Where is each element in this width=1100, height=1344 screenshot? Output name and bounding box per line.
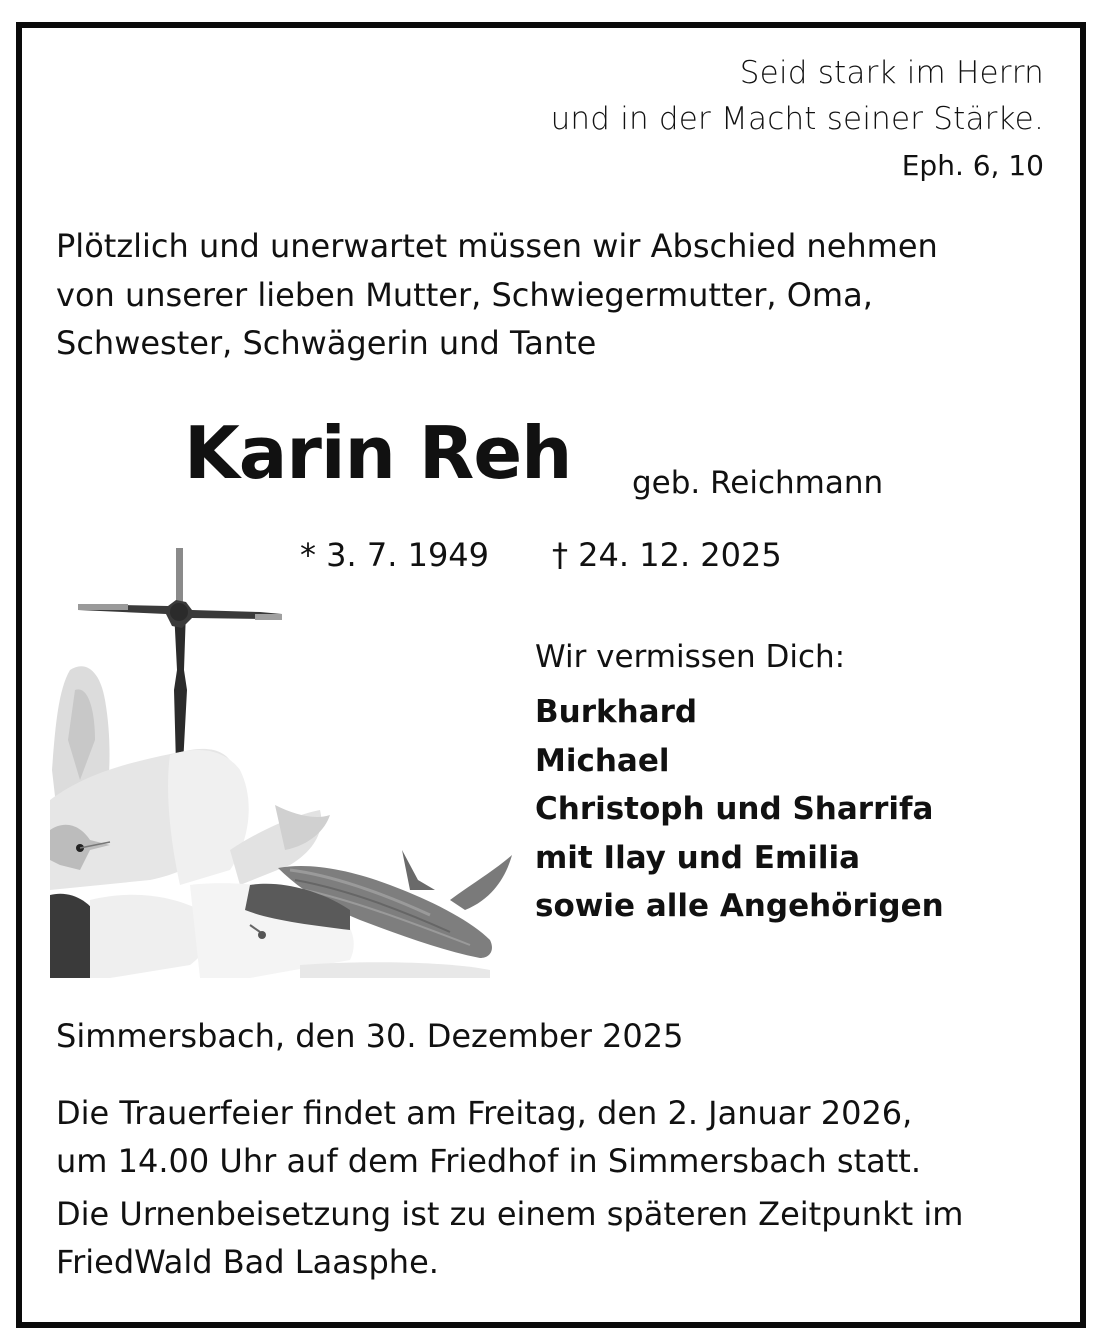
mourners-label: Wir vermissen Dich: bbox=[535, 639, 846, 675]
bible-verse bbox=[551, 50, 1044, 142]
intro-line: von unserer lieben Mutter, Schwiegermutter, Oma, bbox=[56, 275, 873, 314]
mourner-name: mit Ilay und Emilia bbox=[535, 839, 861, 876]
maiden-name: geb. Reichmann bbox=[632, 465, 884, 501]
mourner-name: sowie alle Angehörigen bbox=[535, 888, 944, 924]
deceased-name: Karin Reh bbox=[184, 411, 572, 495]
service-line: Die Trauerfeier findet am Freitag, den 2. Januar 2026, bbox=[56, 1094, 913, 1132]
verse-reference: Eph. 6, 10 bbox=[901, 149, 1044, 182]
mourners-list bbox=[535, 688, 944, 931]
death-date: † 24. 12. 2025 bbox=[552, 536, 782, 574]
funeral-service-info bbox=[56, 1089, 921, 1185]
mourner-name: Christoph und Sharrifa bbox=[535, 791, 934, 827]
intro-paragraph bbox=[56, 222, 938, 368]
birth-date: * 3. 7. 1949 bbox=[300, 536, 490, 574]
intro-line: Schwester, Schwägerin und Tante bbox=[56, 324, 597, 362]
burial-line: FriedWald Bad Laasphe. bbox=[56, 1243, 439, 1281]
burial-line: Die Urnenbeisetzung ist zu einem späteren Zeitpunkt im bbox=[56, 1195, 964, 1233]
place-and-date: Simmersbach, den 30. Dezember 2025 bbox=[56, 1017, 684, 1055]
urn-burial-info bbox=[56, 1190, 963, 1286]
cross-lilies-image bbox=[50, 540, 516, 978]
verse-line: Seid stark im Herrn bbox=[739, 55, 1044, 91]
verse-line: und in der Macht seiner Stärke. bbox=[550, 101, 1044, 137]
intro-line: Plötzlich und unerwartet müssen wir Abschied nehmen bbox=[56, 227, 938, 265]
service-line: um 14.00 Uhr auf dem Friedhof in Simmersbach statt. bbox=[56, 1142, 921, 1180]
mourner-name: Burkhard bbox=[535, 694, 698, 730]
mourner-name: Michael bbox=[535, 742, 670, 779]
